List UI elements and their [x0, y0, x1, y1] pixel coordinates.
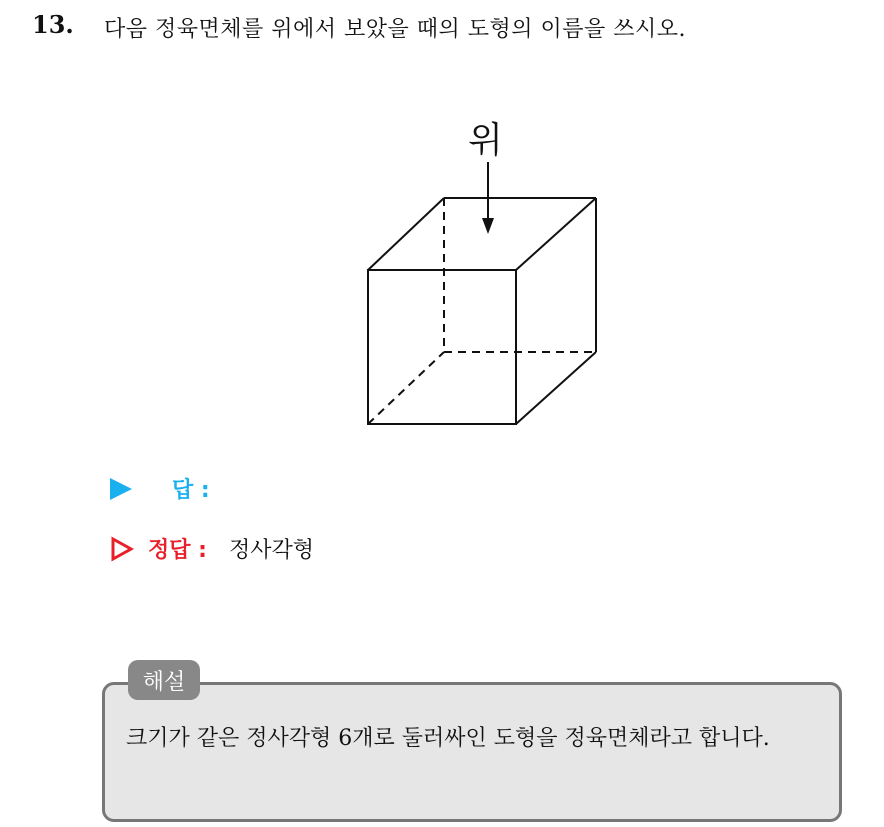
- top-direction-label: 위: [468, 120, 503, 161]
- question-number: 13.: [32, 10, 74, 39]
- view-arrow-head: [482, 218, 494, 234]
- cube-hidden-bottom-left-edge: [368, 352, 444, 424]
- answer-label: 답 :: [172, 478, 210, 503]
- explanation-tag: 해설: [128, 660, 200, 700]
- cube-front-face: [368, 270, 516, 424]
- play-triangle-icon: [110, 478, 132, 500]
- play-outline-triangle-icon: [110, 536, 134, 562]
- cube-top-right-edge: [516, 198, 596, 270]
- explanation-text: 크기가 같은 정사각형 6개로 둘러싸인 도형을 정육면체라고 합니다.: [126, 726, 770, 751]
- correct-answer-value: 정사각형: [228, 538, 314, 563]
- answer-blank-row: [110, 473, 210, 504]
- cube-top-left-edge: [368, 198, 444, 270]
- cube-drawing: [340, 100, 640, 440]
- question-text: 다음 정육면체를 위에서 보았을 때의 도형의 이름을 쓰시오.: [104, 17, 686, 42]
- correct-answer-row: [110, 533, 314, 564]
- correct-answer-label: 정답 :: [148, 538, 207, 563]
- cube-bottom-right-edge: [516, 352, 596, 424]
- cube-figure: [340, 100, 640, 440]
